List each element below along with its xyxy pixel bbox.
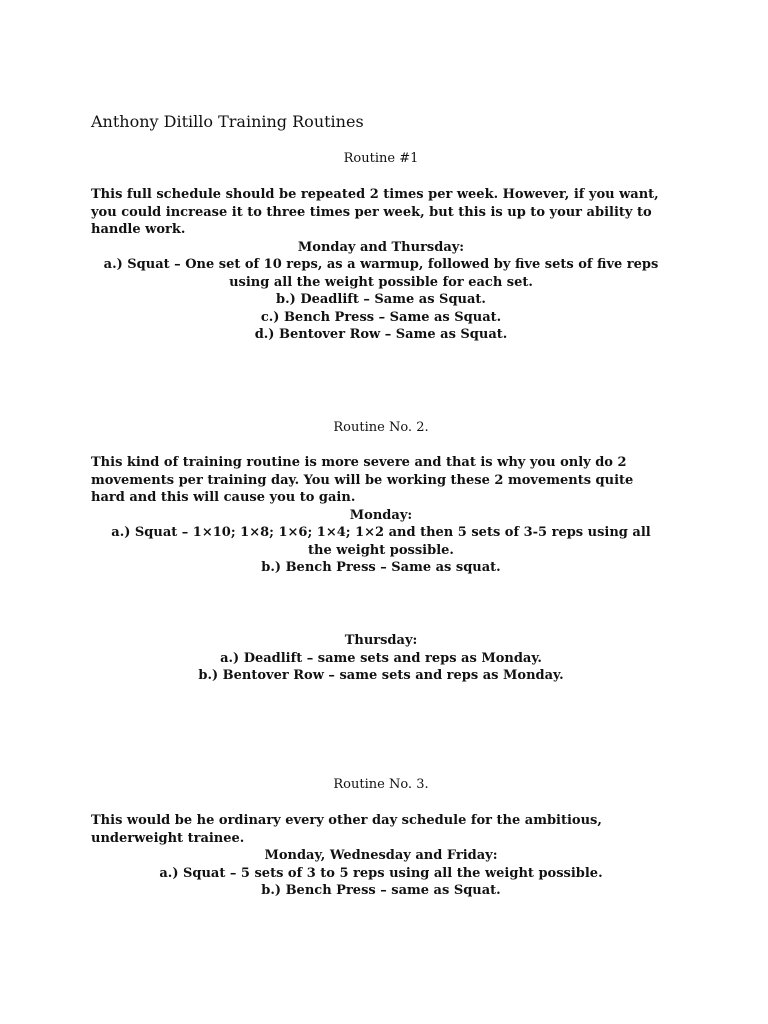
routine-1-heading: Routine #1 [343, 151, 419, 166]
routine-3-item-a: a.) Squat – 5 sets of 3 to 5 reps using all the weight possible. [159, 865, 603, 881]
routine-2-monday-item-b: b.) Bench Press – Same as squat. [261, 560, 501, 575]
routine-2-paragraph: This kind of training routine is more severe and that is why you only do 2 movements per training day. You will be working these 2 movements quite hard and this will cause you to gain. [91, 455, 634, 505]
routine-3-days: Monday, Wednesday and Friday: [264, 848, 498, 863]
routine-2-day-thursday: Thursday: [344, 633, 418, 648]
routine-3-paragraph: This would be he ordinary every other day schedule for the ambitious, underweight trainee. [91, 813, 602, 846]
routine-1-paragraph: This full schedule should be repeated 2 times per week. However, if you want, you could increase it to three times per week, but this is up to your ability to handle work. [91, 187, 659, 237]
routine-3-section [91, 776, 671, 793]
document-title: Anthony Ditillo Training Routines [91, 112, 364, 131]
routine-1-section [91, 150, 671, 167]
routine-2-body [91, 454, 671, 577]
routine-3-heading: Routine No. 3. [333, 777, 429, 792]
routine-2-monday-item-a: a.) Squat – 1×10; 1×8; 1×6; 1×4; 1×2 and then 5 sets of 3-5 reps using all the weight possible. [111, 525, 651, 558]
routine-3-body [91, 812, 671, 900]
routine-2-section [91, 419, 671, 436]
routine-3-item-b: b.) Bench Press – same as Squat. [261, 883, 501, 898]
routine-1-item-d: d.) Bentover Row – Same as Squat. [254, 327, 508, 342]
routine-2-thursday-item-a: a.) Deadlift – same sets and reps as Monday. [220, 650, 542, 666]
routine-1-days: Monday and Thursday: [297, 239, 465, 255]
routine-2-day-monday: Monday: [349, 507, 413, 523]
routine-2-thursday-item-b: b.) Bentover Row – same sets and reps as Monday. [198, 668, 564, 683]
routine-2-heading: Routine No. 2. [333, 420, 429, 435]
routine-1-item-c: c.) Bench Press – Same as Squat. [260, 309, 502, 325]
routine-1-item-a: a.) Squat – One set of 10 reps, as a warmup, followed by five sets of five reps using all the weight possible for each set. [103, 257, 659, 290]
routine-1-item-b: b.) Deadlift – Same as Squat. [276, 292, 486, 307]
routine-1-body [91, 186, 671, 344]
routine-2-thursday [91, 632, 671, 685]
